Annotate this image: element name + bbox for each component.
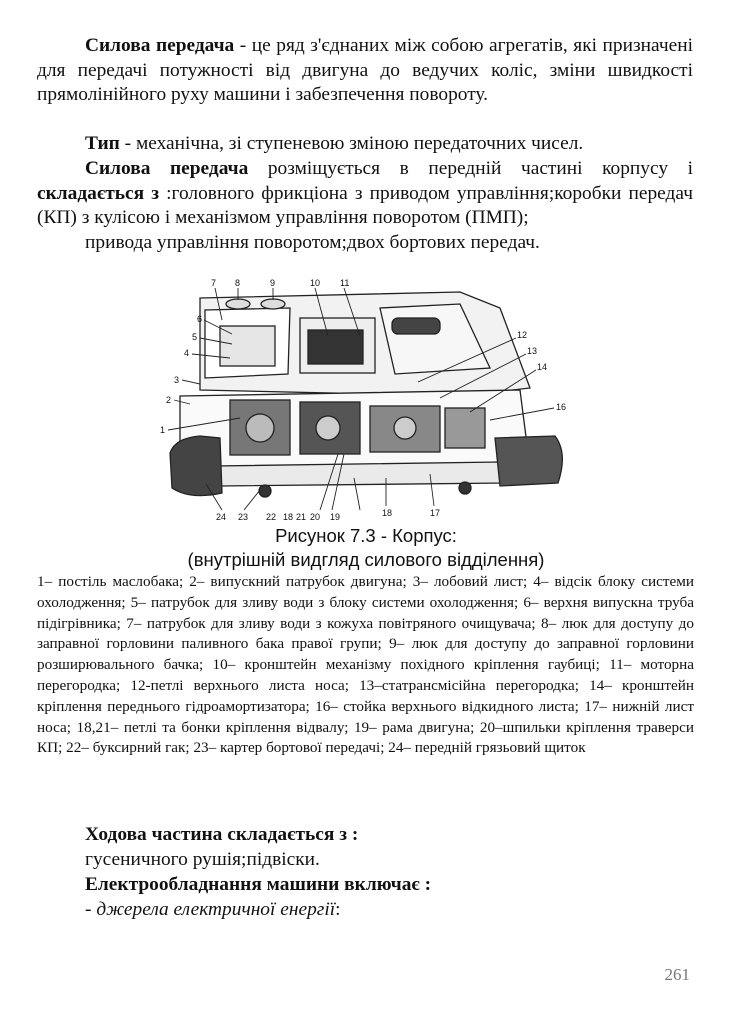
callout-label: 18 <box>283 512 294 522</box>
term-type: Тип <box>85 133 120 154</box>
callout-label: 23 <box>238 512 249 522</box>
callout-label: 11 <box>340 278 350 288</box>
callout-label: 20 <box>310 512 321 522</box>
placement-paragraph <box>37 157 693 231</box>
hull-figure <box>160 278 580 524</box>
callout-label: 14 <box>537 362 548 372</box>
running-gear-heading: Ходова частина складається з : <box>85 824 359 845</box>
electrical-item <box>37 898 693 923</box>
callout-label: 16 <box>556 402 567 412</box>
callout-label: 10 <box>310 278 321 288</box>
callout-label: 18 <box>382 508 393 518</box>
callout-label: 8 <box>235 278 241 288</box>
figure-caption-title: Рисунок 7.3 - Корпус: <box>275 525 457 546</box>
electrical-item-dash: - <box>85 899 97 920</box>
term-power-transmission: Силова передача <box>85 35 235 56</box>
intro-paragraph <box>37 34 693 108</box>
callout-label: 21 <box>296 512 307 522</box>
callout-label: 12 <box>517 330 528 340</box>
callout-label: 2 <box>166 395 172 405</box>
term-power-transmission-2: Силова передача <box>85 158 249 179</box>
electrical-item-colon: : <box>335 899 341 920</box>
electrical-heading: Електрообладнання машини включає : <box>85 874 432 895</box>
callout-label: 22 <box>266 512 277 522</box>
type-paragraph <box>37 132 693 157</box>
callout-label: 1 <box>160 425 166 435</box>
callout-label: 6 <box>197 314 203 324</box>
callout-label: 7 <box>211 278 217 288</box>
callout-label: 24 <box>216 512 227 522</box>
placement-text-b: :головного фрикціона з приводом управління;коробки передач (КП) з кулісою і механізмом управління поворотом (ПМП); <box>37 182 693 228</box>
figure-legend: 1– постіль маслобака; 2– випускний патрубок двигуна; 3– лобовий лист; 4– відсік блоку системи охолодження; 5– патрубок для зливу води з блоку системи охолодження; 6– верхня випускна труба підігрівника; 7– патрубок для зливу води з кожуха повітряного очищувача; 8– люк для доступу до заправної горловини паливного бака правої групи; 9– люк для доступу до заправної горловини розширювального бачка; 10– кронштейн механізму похідного кріплення гаубиці; 11– моторна перегородка; 12-петлі верхнього листа носа; 13–статрансмісійна перегородка; 14– кронштейн кріплення переднього гідроамортизатора; 16– стойка верхнього відкидного листа; 17– нижній лист носа; 18,21– петлі та бонки кріплення відвалу; 19– рама двигуна; 20–шпильки кріплення траверси КП; 22– буксирний гак; 23– картер бортової передачі; 24– передній грязьовий щиток <box>37 573 694 757</box>
figure-caption-subtitle: (внутрішній видгляд силового відділення) <box>187 549 545 570</box>
page-number: 261 <box>664 965 690 984</box>
callout-label: 9 <box>270 278 276 288</box>
term-consists-of: складається з <box>37 182 160 204</box>
callout-label: 17 <box>430 508 441 518</box>
callout-label: 3 <box>174 375 180 385</box>
callout-label: 4 <box>184 348 190 358</box>
running-gear-text: гусеничного рушія;підвіски. <box>85 849 320 870</box>
callout-label: 5 <box>192 332 198 342</box>
hull-drawing <box>160 278 580 524</box>
intro-text: - це ряд з'єднаних між собою агрегатів, які призначені для передачі потужності від двигуна до ведучих коліс, зміни швидкості прямолінійного руху машини і забезпечення повороту. <box>37 35 693 105</box>
callout-label: 13 <box>527 346 538 356</box>
callout-label: 19 <box>330 512 341 522</box>
electrical-item-text: джерела електричної енергії <box>96 899 336 920</box>
drive-line: привода управління поворотом;двох бортових передач. <box>85 232 540 253</box>
type-text: - механічна, зі ступеневою зміною передаточних чисел. <box>119 133 584 154</box>
placement-text-a: розміщується в передній частині корпусу і <box>248 158 693 179</box>
